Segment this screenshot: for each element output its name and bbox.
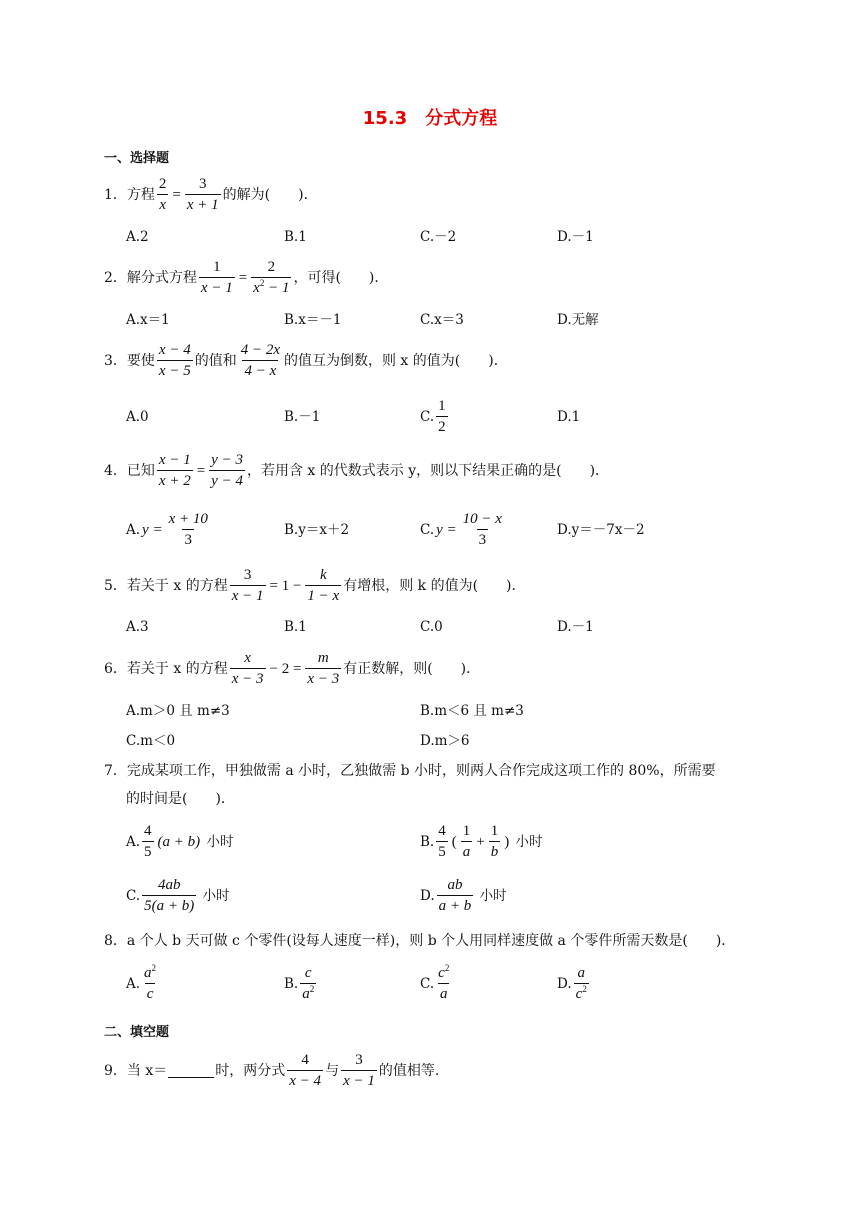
fraction: $\frac{4}{x - 4}$ [289, 1052, 322, 1089]
option-d: D. $\frac{a}{c^2}$ [557, 965, 587, 1002]
option-d: D.y＝－7x－2 [557, 522, 645, 538]
fraction: $\frac{3}{x - 1}$ [343, 1052, 375, 1089]
option-c: C.－2 [420, 229, 457, 245]
option-a: A.2 [126, 229, 149, 245]
option-b: B.y＝x＋2 [284, 522, 350, 538]
fraction: $\frac{k}{1 - x}$ [307, 567, 340, 604]
question-number: 6． [104, 660, 127, 677]
option-c: C.x＝3 [420, 312, 464, 328]
question-text: ，可得( )． [293, 269, 389, 286]
question-text: 的值相等. [378, 1062, 440, 1079]
option-d: D.－1 [557, 229, 594, 245]
option-d: D.1 [557, 409, 581, 425]
fraction: $\frac{2}{x^2 - 1}$ [253, 259, 290, 296]
question-number: 1． [104, 186, 127, 203]
fraction: $\frac{y - 3}{y - 4}$ [211, 452, 243, 489]
option-c: C. $\frac{1}{2}$ [420, 398, 446, 435]
option-a: A.m＞0 且 m≠3 [126, 703, 230, 719]
option-c: C.m＜0 [126, 733, 176, 749]
question-number: 5． [104, 577, 127, 594]
option-a: A.3 [126, 619, 149, 635]
option-b: B. $\frac{4}{5}$ ( $\frac{1}{a}$ + $\frac{1}{b}$ ) 小时 [420, 823, 543, 860]
question-text: 的值和 [194, 352, 237, 369]
option-a: A.0 [126, 409, 149, 425]
question-8 [104, 931, 735, 951]
option-a: A. y = $\frac{x + 10}{3}$ [126, 511, 208, 548]
fraction: $\frac{2}{x}$ [158, 176, 167, 213]
question-text: 若关于 x 的方程 [126, 660, 228, 677]
question-number: 4． [104, 462, 127, 479]
question-text: 的解为( )． [222, 186, 318, 203]
question-text: 已知 [126, 462, 155, 479]
fraction: $\frac{4 - 2x}{4 - x}$ [240, 342, 280, 379]
question-text: 的值互为倒数，则 x 的值为( )． [283, 352, 508, 369]
question-text: 解分式方程 [126, 269, 197, 286]
question-text: 要使 [126, 352, 155, 369]
option-d: D.无解 [557, 312, 599, 328]
question-7-line-2: 的时间是( )． [126, 791, 235, 807]
question-text: 完成某项工作，甲独做需 a 小时，乙独做需 b 小时，则两人合作完成这项工作的 80%，所需要 [126, 763, 716, 779]
question-text: 方程 [126, 186, 155, 203]
section-heading-choice: 一、选择题 [104, 151, 170, 166]
fraction: $\frac{x}{x - 3}$ [231, 650, 264, 687]
fraction: $\frac{x - 1}{x + 2}$ [158, 452, 191, 489]
question-text: 若关于 x 的方程 [126, 577, 228, 594]
fraction: $\frac{x - 4}{x - 5}$ [158, 342, 191, 379]
fraction: $\frac{m}{x - 3}$ [307, 650, 340, 687]
question-3 [104, 341, 508, 380]
fraction: $\frac{3}{x - 1}$ [231, 567, 264, 604]
option-d: D.－1 [557, 619, 594, 635]
question-text: 有增根，则 k 的值为( )． [343, 577, 526, 594]
fraction: $\frac{3}{x + 1}$ [186, 176, 219, 213]
question-number: 9． [104, 1062, 127, 1079]
page-title: 15.3 分式方程 [362, 108, 498, 129]
option-b: B.1 [284, 229, 307, 245]
question-number: 3． [104, 352, 127, 369]
question-text: 有正数解，则( )． [343, 660, 481, 677]
question-number: 8． [104, 933, 127, 949]
question-5: 5． 若关于 x 的方程 $\frac{3}{x - 1}$ = 1 − $\frac{k}{1 - x}$ 有增根，则 k 的值为( )． [104, 567, 526, 604]
question-text: a 个人 b 天可做 c 个零件(设每人速度一样)，则 b 个人用同样速度做 a 个零件所需天数是( )． [126, 933, 736, 949]
question-text: 当 x＝ [126, 1062, 168, 1079]
question-2: 2． 解分式方程 $\frac{1}{x - 1}$ = $\frac{2}{x^2 - 1}$ ，可得( )． [104, 259, 389, 296]
question-6: 6． 若关于 x 的方程 $\frac{x}{x - 3}$ − 2 = $\frac{m}{x - 3}$ 有正数解，则( )． [104, 650, 481, 687]
question-number: 7． [104, 763, 127, 779]
question-text: ，若用含 x 的代数式表示 y，则以下结果正确的是( )． [246, 462, 610, 479]
option-c: C. $\frac{4ab}{5(a + b)}$ 小时 [126, 877, 230, 914]
option-c: C. y = $\frac{10 - x}{3}$ [420, 511, 502, 548]
question-text: 与 [325, 1062, 340, 1079]
option-b: B.－1 [284, 409, 321, 425]
option-d: D. $\frac{ab}{a + b}$ 小时 [420, 877, 507, 914]
question-9 [104, 1051, 439, 1090]
option-d: D.m＞6 [420, 733, 470, 749]
option-a: A. $\frac{4}{5}$ (a + b) 小时 [126, 823, 234, 860]
question-4: 4． 已知 $\frac{x - 1}{x + 2}$ = $\frac{y - 3}{y - 4}$ ，若用含 x 的代数式表示 y，则以下结果正确的是( )． [104, 452, 610, 489]
option-b: B.m＜6 且 m≠3 [420, 703, 524, 719]
option-c: C. $\frac{c^2}{a}$ [420, 963, 450, 1002]
option-b: B.1 [284, 619, 307, 635]
question-number: 2． [104, 269, 127, 286]
option-a: A. $\frac{a^2}{c}$ [126, 963, 157, 1002]
question-text: 时，两分式 [215, 1062, 286, 1079]
option-b: B. $\frac{c}{a^2}$ [284, 965, 315, 1002]
fraction: $\frac{1}{x - 1}$ [200, 259, 233, 296]
option-c: C.0 [420, 619, 443, 635]
question-7 [104, 761, 716, 781]
question-1: 1． 方程 $\frac{2}{x}$ = $\frac{3}{x + 1}$ 的解为( )． [104, 176, 318, 213]
answer-blank[interactable] [168, 1063, 214, 1078]
section-heading-fill: 二、填空题 [104, 1025, 170, 1040]
option-b: B.x＝－1 [284, 312, 342, 328]
option-a: A.x＝1 [126, 312, 170, 328]
